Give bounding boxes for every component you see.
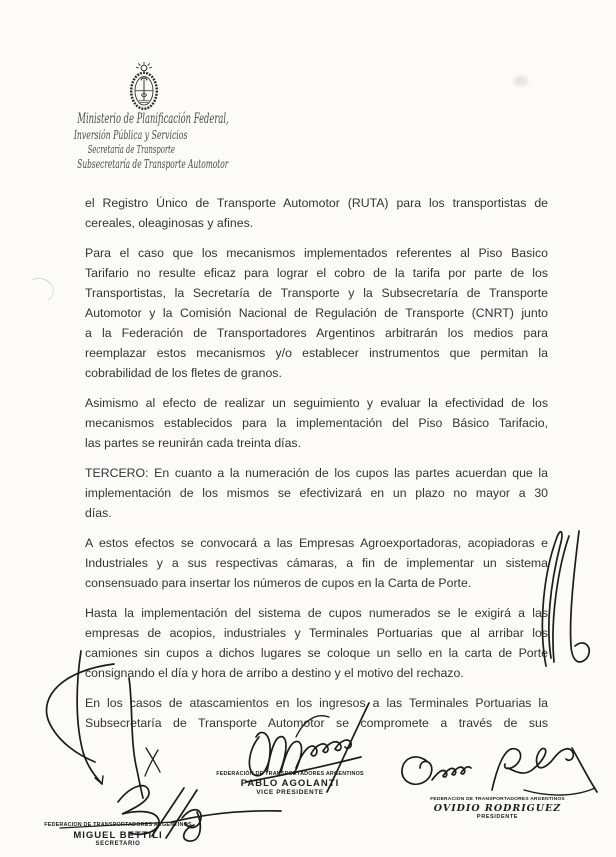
ground-hatching (139, 101, 149, 103)
letterhead (31, 112, 231, 172)
ministry-line: Inversión Pública y Servicios (74, 127, 188, 142)
text-line: días. (85, 506, 112, 520)
text-line: cobrabilidad de los fletes de granos. (85, 366, 282, 380)
paragraph (85, 243, 548, 383)
signature-title: PRESIDENTE (476, 814, 519, 820)
paragraph (85, 393, 548, 453)
text-line: mecanismos establecidos para la implementación del Piso Básico Tarifacio, (85, 416, 548, 430)
text-line: las partes se reunirán cada treinta días. (85, 436, 302, 450)
text-line: Transportistas, la Secretaría de Transporte y la Subsecretaría de Transporte (85, 286, 548, 300)
text-line: Asimismo al efecto de realizar un seguimiento y evaluar la efectividad de los (85, 396, 548, 410)
ministry-line: Secretaría de Transporte (87, 143, 175, 156)
signature-org: FEDERACION DE TRANSPORTADORES ARGENTINOS (430, 797, 565, 802)
signature-block-secretario (38, 822, 198, 847)
paragraph (85, 463, 548, 523)
signature-block-presidente (420, 797, 575, 820)
signature-org: FEDERACIÓN DE TRANSPORTADORES ARGENTINOS (216, 771, 364, 777)
text-line: Tarifario no resulte eficaz para lograr el cobro de la tarifa por parte de los (85, 266, 548, 280)
signature-name: OVIDIO RODRIGUEZ (433, 803, 562, 814)
text-line: empresas de acopios, industriales y Terminales Portuarias que al arribar los (85, 626, 548, 640)
signature-title: SECRETARIO (95, 841, 141, 847)
text-line: Para el caso que los mecanismos implementados referentes al Piso Basico (85, 246, 548, 260)
paragraph (85, 193, 548, 233)
signature-name: PABLO AGOLANTI (240, 778, 340, 789)
text-line: Subsecretaría de Transporte Automotor se compromete a través de sus (85, 716, 548, 730)
paragraph (85, 693, 548, 733)
text-line: reemplazar estos mecanismos y/o establecer instrumentos que permitan la (85, 346, 548, 360)
text-line: cereales, oleaginosas y afines. (85, 216, 254, 230)
text-line: Automotor y la Comisión Nacional de Regulación de Transporte (CNRT) junto (85, 306, 548, 320)
text-line: En los casos de atascamientos en los ingresos a las Terminales Portuarias la (85, 696, 548, 710)
argentina-coat-of-arms-icon (126, 60, 162, 114)
ministry-line: Ministerio de Planificación Federal, (77, 111, 229, 127)
ministry-line: Subsecretaría de Transporte Automotor (77, 157, 229, 171)
signature-org: FEDERACION DE TRANSPORTADORES ARGENTINOS (44, 822, 192, 828)
paragraph (85, 533, 548, 593)
text-line: a la Federación de Transportadores Argentinos arbitrarán los medios para (85, 326, 548, 340)
signature-block-vice-presidente (215, 771, 365, 796)
text-line: Hasta la implementación del sistema de cupos numerados se le exigirá a las (85, 606, 548, 620)
scan-smudge (514, 76, 528, 86)
text-line: camiones sin cupos a dichos lugares se coloque un sello en la carta de Porte (85, 646, 548, 660)
text-line: implementación de los mismos se efectivizará en un plazo no mayor a 30 (85, 486, 548, 500)
document-body (85, 193, 548, 743)
text-line: consensuado para insertar los números de cupos en la Carta de Porte. (85, 576, 472, 590)
paragraph (85, 603, 548, 683)
signature-title: VICE PRESIDENTE (256, 789, 324, 796)
text-line: consignando el día y hora de arribo a destino y el motivo del rechazo. (85, 666, 464, 680)
text-line: el Registro Único de Transporte Automotor (RUTA) para los transportistas de (85, 196, 548, 210)
signature-name: MIGUEL BETTILI (73, 830, 163, 841)
text-line: Industriales y a sus respectivas cámaras, a fin de implementar un sistema (85, 556, 548, 570)
signature-ovidio-rodriguez (402, 748, 597, 795)
text-line: TERCERO: En cuanto a la numeración de los cupos las partes acuerdan que la (85, 466, 548, 480)
margin-initials-signature (542, 531, 589, 666)
hole-punch-mark (24, 275, 57, 305)
text-line: A estos efectos se convocará a las Empresas Agroexportadoras, acopiadoras e (85, 536, 548, 550)
